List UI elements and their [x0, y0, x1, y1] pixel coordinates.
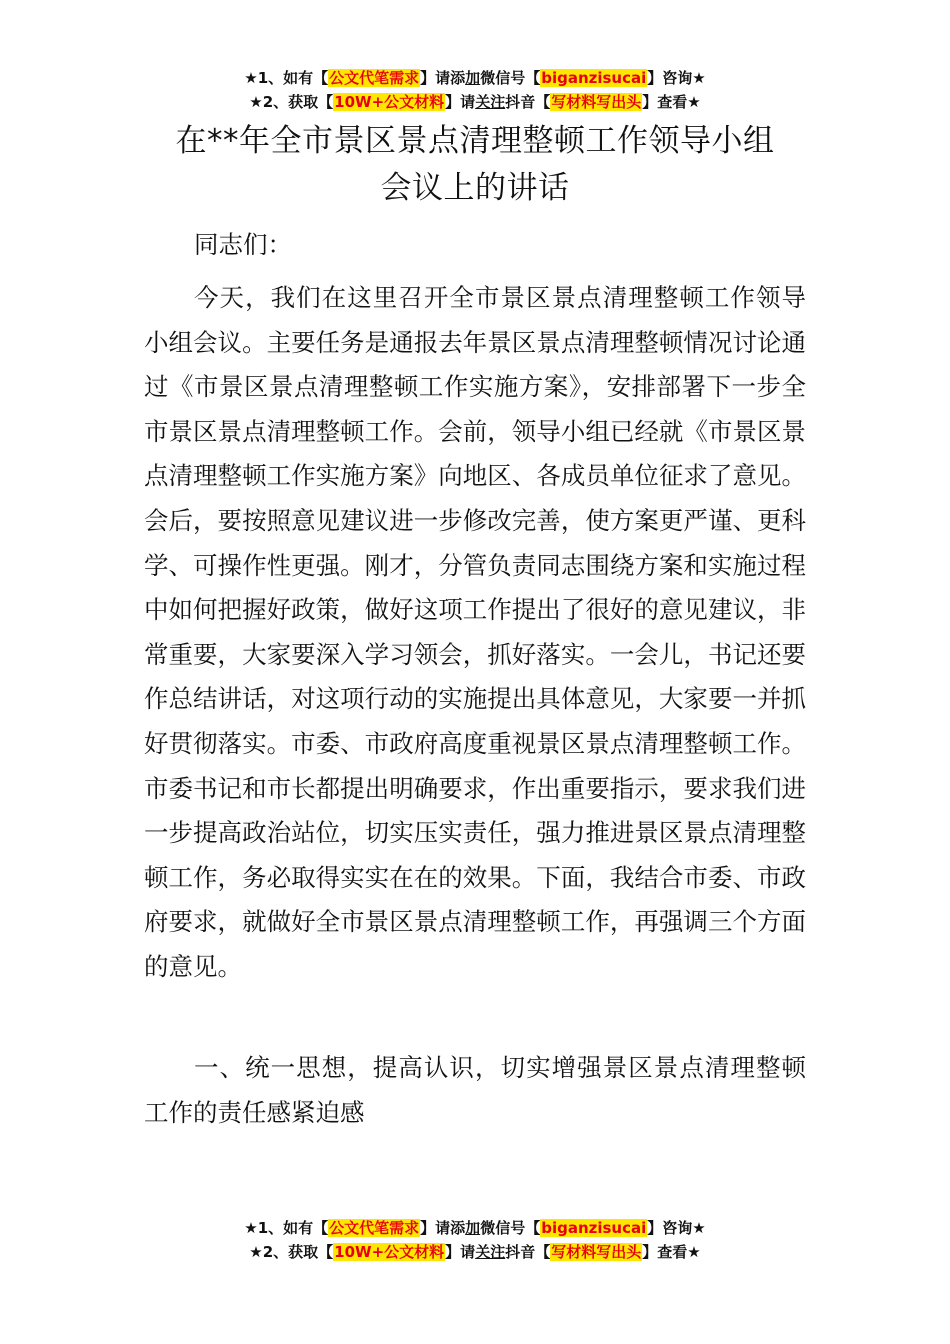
highlight-douyin-account: 写材料写出头 [551, 93, 642, 111]
promo-text: 2、获取【 [262, 93, 334, 111]
star-icon: ★ [687, 93, 701, 111]
highlight-service: 公文代笔需求 [329, 69, 420, 87]
promo-text-underlined: 关注 [475, 1243, 506, 1261]
highlight-douyin-account: 写材料写出头 [551, 1243, 642, 1261]
section-heading: 一、统一思想，提高认识，切实增强景区景点清理整顿工作的责任感紧迫感 [144, 1053, 806, 1127]
promo-text-underlined: 关注 [475, 93, 506, 111]
promo-text: 1、如有【 [257, 1219, 329, 1237]
promo-text: 抖音【 [505, 1243, 551, 1261]
highlight-materials: 10W+公文材料 [334, 93, 445, 111]
promo-text: 抖音【 [505, 93, 551, 111]
promo-line-1 [0, 1216, 950, 1240]
promo-text: 】请添 [420, 69, 466, 87]
promo-text: 微信号【 [480, 1219, 541, 1237]
promo-text: 】请 [445, 93, 476, 111]
highlight-wechat-id: biganzisucai [541, 1219, 647, 1237]
body-paragraph: 今天，我们在这里召开全市景区景点清理整顿工作领导小组会议。主要任务是通报去年景区景点清理整顿情况讨论通过《市景区景点清理整顿工作实施方案》，安排部署下一步全市景区景点清理整顿工作。会前，领导小组已经就《市景区景点清理整顿工作实施方案》向地区、各成员单位征求了意见。会后，要按照意见建议进一步修改完善，使方案更严谨、更科学、可操作性更强。刚才，分管负责同志围绕方案和实施过程中如何把握好政策，做好这项工作提出了很好的意见建议，非常重要，大家要深入学习领会，抓好落实。一会儿，书记还要作总结讲话，对这项行动的实施提出具体意见，大家要一并抓好贯彻落实。市委、市政府高度重视景区景点清理整顿工作。市委书记和市长都提出明确要求，作出重要指示，要求我们进一步提高政治站位，切实压实责任，强力推进景区景点清理整顿工作，务必取得实实在在的效果。下面，我结合市委、市政府要求，就做好全市景区景点清理整顿工作，再强调三个方面的意见。 [144, 283, 806, 981]
highlight-wechat-id: biganzisucai [541, 69, 647, 87]
greeting [144, 223, 806, 268]
promo-text-underlined: 加 [465, 69, 481, 87]
promo-text: 】请添 [420, 1219, 466, 1237]
title-line-1: 在**年全市景区景点清理整顿工作领导小组 [175, 123, 775, 159]
star-icon: ★ [687, 1243, 701, 1261]
promo-text: 】咨询 [647, 69, 693, 87]
highlight-materials: 10W+公文材料 [334, 1243, 445, 1261]
promo-text: 1、如有【 [257, 69, 329, 87]
promo-banner-bottom [0, 1216, 950, 1264]
star-icon: ★ [244, 69, 258, 87]
promo-banner-top [0, 66, 950, 114]
star-icon: ★ [244, 1219, 258, 1237]
star-icon: ★ [692, 1219, 706, 1237]
promo-line-2 [0, 90, 950, 114]
title-line-2: 会议上的讲话 [380, 170, 570, 206]
promo-text: 】请 [445, 1243, 476, 1261]
promo-text: 2、获取【 [262, 1243, 334, 1261]
promo-text: 】查看 [642, 93, 688, 111]
star-icon: ★ [692, 69, 706, 87]
document-title [0, 118, 950, 212]
highlight-service: 公文代笔需求 [329, 1219, 420, 1237]
promo-text: 】查看 [642, 1243, 688, 1261]
promo-line-2 [0, 1240, 950, 1264]
promo-text-underlined: 加 [465, 1219, 481, 1237]
promo-text: 微信号【 [480, 69, 541, 87]
promo-line-1 [0, 66, 950, 90]
star-icon: ★ [249, 1243, 263, 1261]
greeting-text: 同志们： [194, 230, 292, 259]
star-icon: ★ [249, 93, 263, 111]
promo-text: 】咨询 [647, 1219, 693, 1237]
